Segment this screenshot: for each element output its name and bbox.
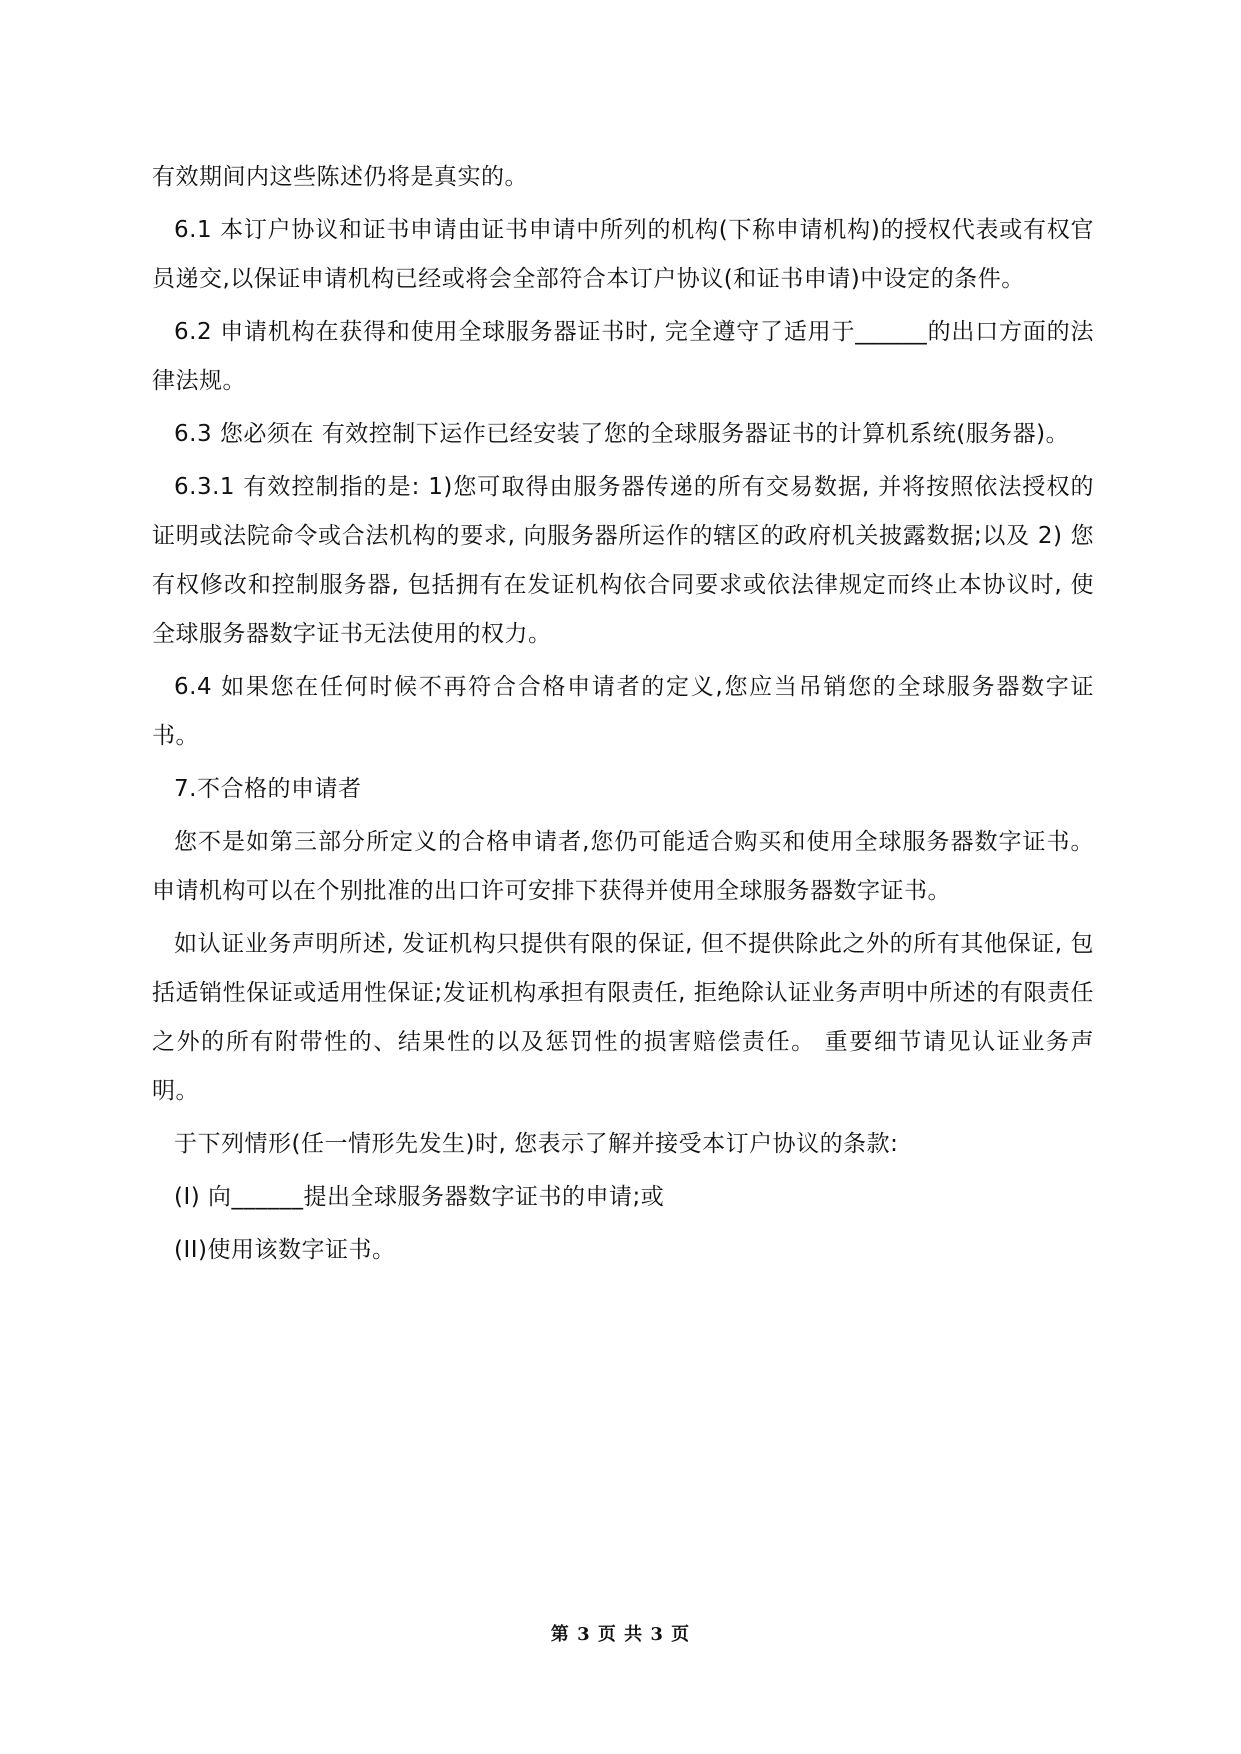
- paragraph: 6.2 申请机构在获得和使用全球服务器证书时, 完全遵守了适用于______的出口方面的法律法规。: [152, 319, 1094, 394]
- section-heading: 7.不合格的申请者: [174, 776, 362, 802]
- paragraph: 6.4 如果您在任何时候不再符合合格申请者的定义,您应当吊销您的全球服务器数字证书。: [152, 674, 1094, 749]
- paragraph: 如认证业务声明所述, 发证机构只提供有限的保证, 但不提供除此之外的所有其他保证, 包括适销性保证或适用性保证;发证机构承担有限责任, 拒绝除认证业务声明中所述的有限责任之外的所有附带性的、结果性的以及惩罚性的损害赔偿责任。 重要细节请见认证业务声明。: [152, 931, 1094, 1104]
- list-item: (I) 向______提出全球服务器数字证书的申请;或: [174, 1184, 665, 1210]
- paragraph: 于下列情形(任一情形先发生)时, 您表示了解并接受本订户协议的条款:: [174, 1131, 899, 1157]
- paragraph: 6.1 本订户协议和证书申请由证书申请中所列的机构(下称申请机构)的授权代表或有权官员递交,以保证申请机构已经或将会全部符合本订户协议(和证书申请)中设定的条件。: [152, 217, 1094, 292]
- document-body: [152, 153, 1094, 1279]
- paragraph: 您不是如第三部分所定义的合格申请者,您仍可能适合购买和使用全球服务器数字证书。申请机构可以在个别批准的出口许可安排下获得并使用全球服务器数字证书。: [152, 829, 1094, 904]
- list-item: (II)使用该数字证书。: [174, 1237, 396, 1263]
- page-number-footer: 第 3 页 共 3 页: [550, 1624, 691, 1645]
- paragraph: 有效期间内这些陈述仍将是真实的。: [152, 164, 528, 190]
- paragraph: 6.3 您必须在 有效控制下运作已经安装了您的全球服务器证书的计算机系统(服务器)。: [174, 421, 1070, 447]
- paragraph: 6.3.1 有效控制指的是: 1)您可取得由服务器传递的所有交易数据, 并将按照依法授权的证明或法院命令或合法机构的要求, 向服务器所运作的辖区的政府机关披露数据;以及 2) 您有权修改和控制服务器, 包括拥有在发证机构依合同要求或依法律规定而终止本协议时, 使全球服务器数字证书无法使用的权力。: [152, 474, 1094, 647]
